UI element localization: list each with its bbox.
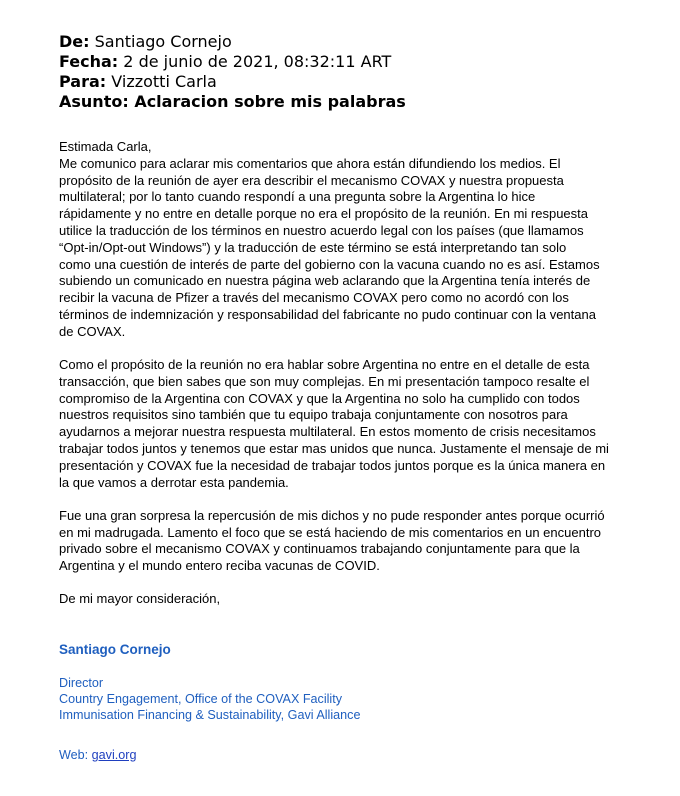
date-label: Fecha: (59, 52, 119, 71)
paragraph-line: Fue una gran sorpresa la repercusión de mis dichos y no pude responder antes porque ocurrió (59, 507, 605, 523)
email-header (59, 32, 406, 112)
paragraph-line: subiendo un comunicado en nuestra página web aclarando que la Argentina tenía interés de (59, 273, 591, 289)
to-value: Vizzotti Carla (111, 72, 217, 91)
website-link[interactable]: gavi.org (91, 748, 137, 762)
signature-web (59, 747, 136, 763)
paragraph-line: rápidamente y no entre en detalle porque no era el propósito de la reunión. En mi respuesta (59, 206, 589, 222)
date-value: 2 de junio de 2021, 08:32:11 ART (123, 52, 392, 71)
subject-row (59, 92, 406, 112)
signature-details (59, 675, 360, 723)
to-label: Para: (59, 72, 107, 91)
from-row (59, 32, 406, 52)
paragraph-line: Argentina y el mundo entero reciba vacunas de COVID. (59, 558, 380, 574)
paragraph-line: presentación y COVAX fue la necesidad de trabajar todos juntos porque es la única manera en (59, 457, 606, 473)
paragraph-line: “Opt-in/Opt-out Windows”) y la traducción de este término se está interpretando tan solo (59, 239, 567, 255)
paragraph-line: como una cuestión de interés de parte del gobierno con la vacuna cuando no es así. Estamos (59, 256, 600, 272)
paragraph-line: utilice la traducción de los términos en nuestro acuerdo legal con los países (que llamamos (59, 222, 584, 238)
paragraph-line: Como el propósito de la reunión no era hablar sobre Argentina no entre en el detalle de esta (59, 356, 590, 372)
paragraph-line: nuestros requisitos sino también que tu equipo trabaja conjuntamente con nosotros para (59, 407, 568, 423)
paragraph-3 (59, 508, 635, 575)
web-label: Web: (59, 748, 89, 762)
paragraph-2 (59, 357, 635, 491)
paragraph-line: términos de indemnización y responsabilidad del fabricante no pudo continuar con la ventana (59, 306, 596, 322)
from-label: De: (59, 32, 90, 51)
paragraph-line: privado sobre el mecanismo COVAX y continuamos trabajando conjuntamente para que la (59, 541, 580, 557)
paragraph-line: trabajar todos juntos y tenemos que estar mas unidos que nunca. Justamente el mensaje de mi (59, 440, 609, 456)
signature-name: Santiago Cornejo (59, 642, 171, 657)
paragraph-line: transacción, que bien sabes que son muy complejas. En mi presentación tampoco resalte el (59, 373, 590, 389)
signature-organization: Immunisation Financing & Sustainability, Gavi Alliance (59, 708, 361, 722)
signature-department: Country Engagement, Office of the COVAX Facility (59, 692, 343, 706)
paragraph-line: Me comunico para aclarar mis comentarios que ahora están difundiendo los medios. El (59, 155, 561, 171)
paragraph-line: multilateral; por lo tanto cuando respondí a una pregunta sobre la Argentina lo hice (59, 189, 536, 205)
to-row (59, 72, 406, 92)
paragraph-1 (59, 156, 635, 341)
email-body (59, 139, 635, 608)
greeting: Estimada Carla, (59, 139, 152, 154)
paragraph-line: en mi madrugada. Lamento el foco que se está haciendo de mis comentarios en un encuentro (59, 524, 602, 540)
paragraph-line: de COVAX. (59, 323, 126, 339)
closing: De mi mayor consideración, (59, 591, 221, 607)
paragraph-line: compromiso de la Argentina con COVAX y que la Argentina no solo ha cumplido con todos (59, 390, 580, 406)
paragraph-line: propósito de la reunión de ayer era describir el mecanismo COVAX y nuestra propuesta (59, 172, 564, 188)
signature-name-block (59, 642, 171, 658)
date-row (59, 52, 406, 72)
subject-label: Asunto: (59, 92, 129, 111)
paragraph-line: recibir la vacuna de Pfizer a través del mecanismo COVAX pero como no acordó con los (59, 290, 569, 306)
signature-title: Director (59, 676, 104, 690)
from-value: Santiago Cornejo (94, 32, 232, 51)
paragraph-line: ayudarnos a mejorar nuestra respuesta multilateral. En estos momento de crisis necesitamos (59, 424, 596, 440)
paragraph-line: la que vamos a derrotar esta pandemia. (59, 474, 289, 490)
subject-value: Aclaracion sobre mis palabras (134, 92, 406, 111)
